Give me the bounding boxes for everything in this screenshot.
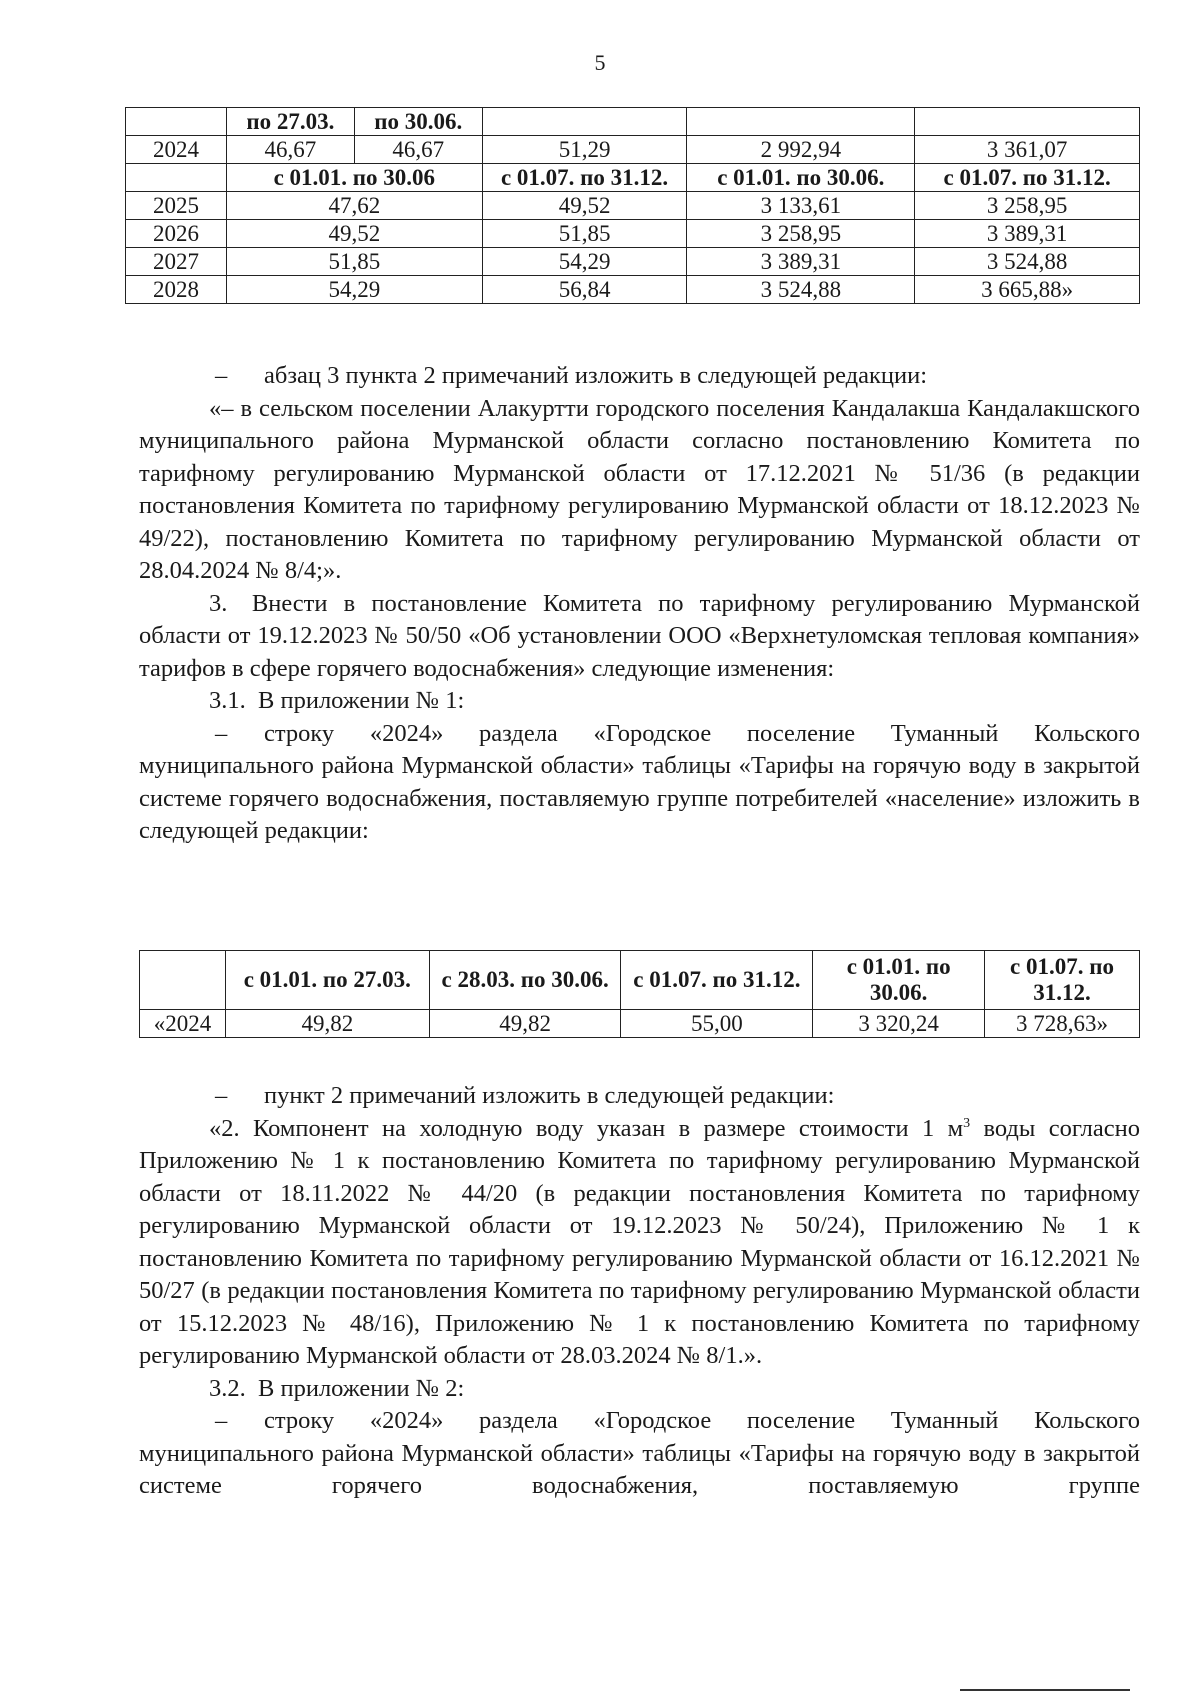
table-cell: 54,29	[226, 276, 482, 304]
paragraph: 3. Внести в постановление Комитета по тарифному регулированию Мурманской области от 19.12.2023 № 50/50 «Об установлении ООО «Верхнетуломская тепловая компания» тарифов в сфере горячего водоснабжения» следующие изменения:	[139, 589, 1140, 682]
paragraph-text: воды согласно Приложению № 1 к постановлению Комитета по тарифному регулированию Мурманской области от 18.11.2022 № 44/20 (в редакции постановления Комитета по тарифному регулированию Мурманской области от 19.12.2023 № 50/24), Приложению № 1 к постановлению Комитета по тарифному регулированию Мурманской области от 16.12.2021 № 50/27 (в редакции постановления Комитета по тарифному регулированию Мурманской области от 15.12.2023 № 48/16), Приложению № 1 к постановлению Комитета по тарифному регулированию Мурманской области от 28.03.2024 № 8/1.».	[139, 1114, 1140, 1369]
table-cell	[482, 108, 687, 136]
table-cell: 2028	[126, 276, 227, 304]
table-cell: 2025	[126, 192, 227, 220]
paragraph: «– в сельском поселении Алакуртти городского поселения Кандалакша Кандалакшского муниципального района Мурманской области согласно постановлению Комитета по тарифному регулированию Мурманской области от 17.12.2021 № 51/36 (в редакции постановления Комитета по тарифному регулированию Мурманской области от 18.12.2023 № 49/22), постановлению Комитета по тарифному регулированию Мурманской области от 28.04.2024 № 8/4;».	[139, 394, 1140, 584]
table-cell: 3 728,63»	[985, 1010, 1140, 1038]
table-header-cell: с 01.07. по 31.12.	[621, 951, 813, 1010]
tariff-table-1	[125, 107, 1140, 304]
table-header-cell: с 01.07. по 31.12.	[985, 951, 1140, 1010]
table-cell	[126, 108, 227, 136]
table-header-cell: с 28.03. по 30.06.	[429, 951, 621, 1010]
table-cell: «2024	[140, 1010, 226, 1038]
table-header-cell: с 01.01. по 27.03.	[225, 951, 429, 1010]
page-number: 5	[594, 50, 606, 75]
table-header-cell	[140, 951, 226, 1010]
table-cell: 49,52	[226, 220, 482, 248]
table-cell: 46,67	[354, 136, 482, 164]
table-cell: 2027	[126, 248, 227, 276]
paragraph-text: «2. Компонент на холодную воду указан в размере стоимости 1 м	[209, 1114, 964, 1142]
table-cell: 3 258,95	[915, 192, 1140, 220]
paragraph: – строку «2024» раздела «Городское поселение Туманный Кольского муниципального района Мурманской области» таблицы «Тарифы на горячую воду в закрытой системе горячего водоснабжения, поставляемую группе	[139, 1407, 1140, 1499]
table-cell: 51,85	[226, 248, 482, 276]
table-cell: 2024	[126, 136, 227, 164]
table-cell: 3 524,88	[687, 276, 915, 304]
table-cell: 3 389,31	[915, 220, 1140, 248]
table-row	[140, 1010, 1140, 1038]
scan-divider-line	[960, 1689, 1130, 1691]
table-cell: 51,29	[482, 136, 687, 164]
table-row	[126, 192, 1140, 220]
table-cell: 49,82	[429, 1010, 621, 1038]
table-cell	[126, 164, 227, 192]
table-cell: 3 665,88»	[915, 276, 1140, 304]
table-cell: 49,52	[482, 192, 687, 220]
table-cell: 2026	[126, 220, 227, 248]
table-cell: 55,00	[621, 1010, 813, 1038]
table-cell: 3 361,07	[915, 136, 1140, 164]
paragraph	[139, 1113, 1140, 1373]
body-text-block-1	[139, 360, 1140, 848]
table-cell: 46,67	[226, 136, 354, 164]
table-cell: 3 133,61	[687, 192, 915, 220]
tariff-table-2	[139, 950, 1140, 1038]
table-cell: 54,29	[482, 248, 687, 276]
table-row	[126, 136, 1140, 164]
paragraph: 3.1. В приложении № 1:	[209, 687, 465, 714]
paragraph: – абзац 3 пункта 2 примечаний изложить в следующей редакции:	[215, 362, 928, 389]
paragraph: – строку «2024» раздела «Городское поселение Туманный Кольского муниципального района Мурманской области» таблицы «Тарифы на горячую воду в закрытой системе горячего водоснабжения, поставляемую группе потребителей «население» изложить в следующей редакции:	[139, 719, 1140, 844]
table-cell: с 01.01. по 30.06	[226, 164, 482, 192]
table-cell: с 01.07. по 31.12.	[482, 164, 687, 192]
table-cell: по 27.03.	[226, 108, 354, 136]
table-cell: 49,82	[225, 1010, 429, 1038]
table-cell	[915, 108, 1140, 136]
table-cell: 47,62	[226, 192, 482, 220]
table-cell	[687, 108, 915, 136]
table-row	[126, 220, 1140, 248]
table-cell: 56,84	[482, 276, 687, 304]
table-cell: 3 524,88	[915, 248, 1140, 276]
table-cell: с 01.07. по 31.12.	[915, 164, 1140, 192]
body-text-block-2	[139, 1080, 1140, 1503]
table-cell: 3 389,31	[687, 248, 915, 276]
table-cell: 3 320,24	[813, 1010, 985, 1038]
table-row	[126, 248, 1140, 276]
table-row	[126, 164, 1140, 192]
table-cell: 3 258,95	[687, 220, 915, 248]
table-cell: 2 992,94	[687, 136, 915, 164]
superscript: 3	[963, 1115, 971, 1131]
table-cell: 51,85	[482, 220, 687, 248]
paragraph: 3.2. В приложении № 2:	[209, 1374, 465, 1402]
table-row	[126, 108, 1140, 136]
table-header-row	[140, 951, 1140, 1010]
table-row	[126, 276, 1140, 304]
table-header-cell: с 01.01. по 30.06.	[813, 951, 985, 1010]
table-cell: по 30.06.	[354, 108, 482, 136]
table-cell: с 01.01. по 30.06.	[687, 164, 915, 192]
paragraph: – пункт 2 примечаний изложить в следующей редакции:	[215, 1082, 835, 1109]
